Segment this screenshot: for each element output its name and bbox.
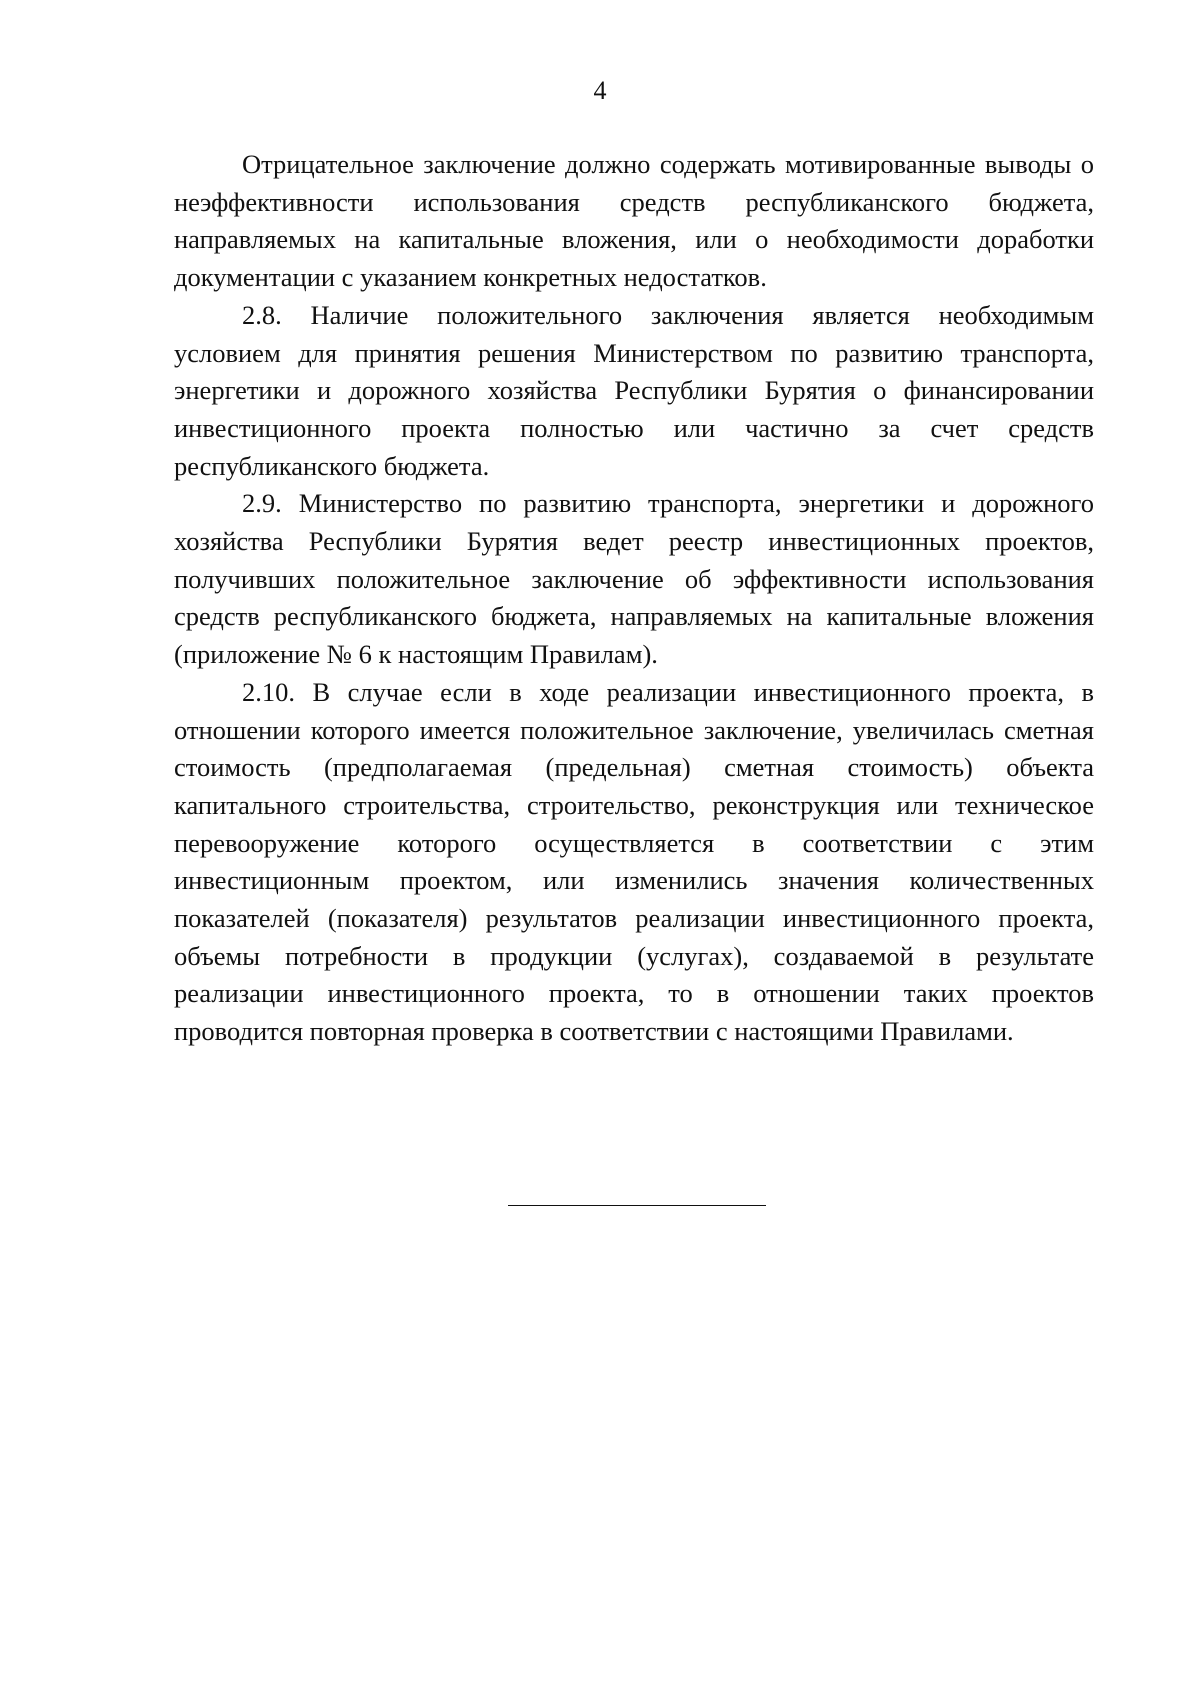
document-body	[174, 146, 1094, 1051]
paragraph-2-8: 2.8. Наличие положительного заключения является необходимым условием для принятия решения Министерством по развитию транспорта, энергетики и дорожного хозяйства Республики Бурятия о финансировании инвестиционного проекта полностью или частично за счет средств республиканского бюджета.	[174, 299, 1094, 481]
end-separator-line	[508, 1205, 766, 1206]
paragraph-2-10: 2.10. В случае если в ходе реализации инвестиционного проекта, в отношении которого имеется положительное заключение, увеличилась сметная стоимость (предполагаемая (предельная) сметная стоимость) объекта капитального строительства, строительство, реконструкция или техническое перевооружение которого осуществляется в соответствии с этим инвестиционным проектом, или изменились значения количественных показателей (показателя) результатов реализации инвестиционного проекта, объемы потребности в продукции (услугах), создаваемой в результате реализации инвестиционного проекта, то в отношении таких проектов проводится повторная проверка в соответствии с настоящими Правилами.	[174, 676, 1094, 1047]
page-number: 4	[593, 76, 607, 105]
paragraph-negative-conclusion: Отрицательное заключение должно содержать мотивированные выводы о неэффективности использования средств республиканского бюджета, направляемых на капитальные вложения, или о необходимости доработки документации с указанием конкретных недостатков.	[174, 149, 1094, 293]
paragraph-2-9: 2.9. Министерство по развитию транспорта, энергетики и дорожного хозяйства Республики Бурятия ведет реестр инвестиционных проектов, получивших положительное заключение об эффективности использования средств республиканского бюджета, направляемых на капитальные вложения (приложение № 6 к настоящим Правилам).	[174, 488, 1094, 670]
